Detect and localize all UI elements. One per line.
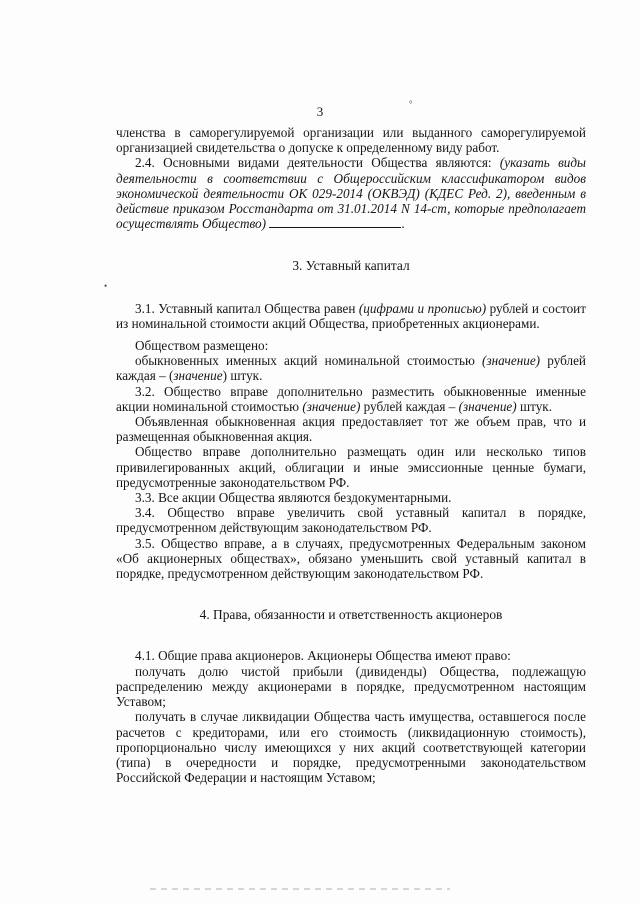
dividends-right: получать долю чистой прибыли (дивиденды) Общества, подлежащую распределению между акционерами в порядке, предусмотренном настоящим Уставом; — [116, 663, 586, 710]
document-body — [116, 125, 586, 785]
scan-speck: ° — [409, 99, 413, 109]
declared-share-paragraph: Объявленная обыкновенная акция предоставляет тот же объем прав, что и размещенная обыкновенная акция. — [116, 414, 586, 445]
section-3-heading: 3. Уставный капитал — [292, 258, 410, 274]
clause-3-3: 3.3. Все акции Общества являются бездокументарными. — [135, 490, 452, 506]
share-count-placeholder: значение — [173, 368, 223, 384]
clause-2-4 — [116, 155, 586, 231]
clause-3-4: 3.4. Общество вправе увеличить свой уставный капитал в порядке, предусмотренном действующим законодательством РФ. — [116, 505, 586, 536]
clause-2-4-tail: . — [401, 216, 405, 232]
ordinary-shares-text-mid: рублей каждая – ( — [116, 353, 586, 384]
clause-3-2-text-end: штук. — [516, 398, 553, 414]
ordinary-shares-line — [116, 353, 586, 383]
clause-3-2-count-placeholder: (значение) — [458, 398, 517, 414]
ordinary-shares-text: обыкновенных именных акций номинальной стоимостью — [135, 353, 483, 369]
clause-3-1 — [116, 301, 586, 331]
page-number: 3 — [316, 104, 324, 119]
clause-2-4-lead: 2.4. Основными видами деятельности Общества являются: — [135, 155, 500, 171]
clause-2-4-instruction: (указать виды деятельности в соответствии с Общероссийским классификатором видов экономической деятельности ОК 029-2014 (ОКВЭД) (КДЕС Ред. 2), введенным в действие приказом Росстандарта от 31.01.2014 N 14-ст, которые предполагает осуществлять Общество) — [116, 155, 586, 232]
clause-3-2-text-mid: рублей каждая – — [360, 398, 459, 414]
fill-in-blank-line — [269, 216, 401, 228]
clause-3-2-text: 3.2. Общество вправе дополнительно разместить обыкновенные именные акции номинальной стоимостью — [116, 383, 586, 414]
clause-3-2-value-placeholder: (значение) — [302, 398, 361, 414]
clause-3-5: 3.5. Общество вправе, а в случаях, предусмотренных Федеральным законом «Об акционерных обществах», обязано уменьшить свой уставный капитал в порядке, предусмотренном действующим законодательством РФ. — [116, 535, 586, 582]
scan-artifact-line — [150, 888, 450, 890]
clause-3-1-text: 3.1. Уставный капитал Общества равен — [135, 300, 359, 316]
additional-securities-paragraph: Общество вправе дополнительно размещать один или несколько типов привилегированных акций, облигации и иные эмиссионные ценные бумаги, предусмотренные законодательством РФ. — [116, 444, 586, 490]
section-4-heading: 4. Права, обязанности и ответственность акционеров — [199, 607, 503, 623]
nominal-value-placeholder: (значение) — [482, 353, 541, 369]
clause-3-2 — [116, 384, 586, 414]
placed-shares-label: Обществом размещено: — [135, 338, 269, 354]
clause-4-1: 4.1. Общие права акционеров. Акционеры Общества имеют право: — [135, 648, 511, 664]
continuation-paragraph: членства в саморегулируемой организации или выданного саморегулируемой организацией свидетельства о допуске к определенному виду работ. — [116, 125, 586, 156]
clause-3-1-placeholder: (цифрами и прописью) — [358, 300, 487, 316]
ordinary-shares-text-end: ) штук. — [222, 368, 263, 384]
liquidation-right: получать в случае ликвидации Общества часть имущества, оставшегося после расчетов с кредиторами, или его стоимость (ликвидационную стоимость), пропорционально числу имеющихся у них акций соответствующей категории (типа) в очередности и порядке, предусмотренными законодательством Российской Федерации и настоящим Уставом; — [116, 709, 586, 786]
scan-speck: • — [104, 281, 108, 291]
clause-3-1-text-end: рублей и состоит из номинальной стоимости акций Общества, приобретенных акционерами. — [116, 300, 586, 331]
